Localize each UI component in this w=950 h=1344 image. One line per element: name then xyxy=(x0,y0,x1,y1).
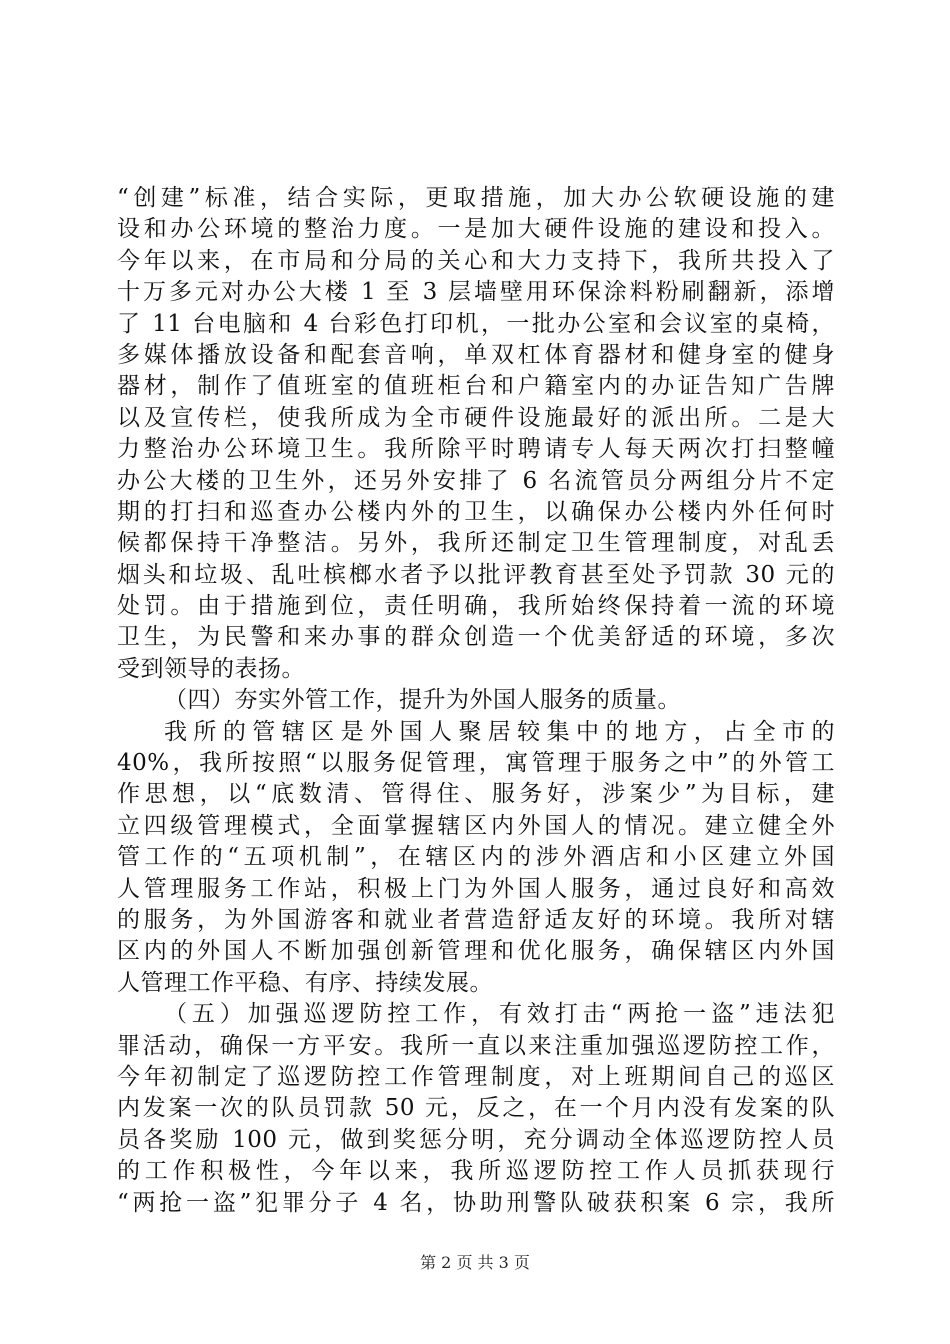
text-line: 处罚。由于措施到位，责任明确，我所始终保持着一流的环境 xyxy=(117,593,835,620)
text-line: 管工作的“五项机制”，在辖区内的涉外酒店和小区建立外国 xyxy=(117,844,835,871)
text-line: 以及宣传栏，使我所成为全市硬件设施最好的派出所。二是大 xyxy=(117,404,835,431)
text-line: 立四级管理模式，全面掌握辖区内外国人的情况。建立健全外 xyxy=(117,812,835,839)
text-line: 我所的管辖区是外国人聚居较集中的地方，占全市的 xyxy=(164,718,835,745)
text-line: “两抢一盗”犯罪分子 4 名，协助刑警队破获积案 6 宗，我所 xyxy=(117,1189,835,1216)
text-line: 候都保持干净整洁。另外，我所还制定卫生管理制度，对乱丢 xyxy=(117,530,835,557)
text-line: 人管理工作平稳、有序、持续发展。 xyxy=(117,969,493,996)
paragraph-patrol xyxy=(117,999,835,1219)
page-number-label: 第 2 页 共 3 页 xyxy=(420,1253,530,1272)
text-line: 期的打扫和巡查办公楼内外的卫生，以确保办公楼内外任何时 xyxy=(117,498,835,525)
text-line: 今年初制定了巡逻防控工作管理制度，对上班期间自己的巡区 xyxy=(117,1063,835,1090)
text-line: 员各奖励 100 元，做到奖惩分明，充分调动全体巡逻防控人员 xyxy=(117,1126,835,1153)
paragraph-foreign-affairs xyxy=(117,717,835,1000)
text-line: （四）夯实外管工作，提升为外国人服务的质量。 xyxy=(164,687,681,714)
document-body xyxy=(117,183,835,1219)
text-line: “创建”标准，结合实际，更取措施，加大办公软硬设施的建 xyxy=(117,185,835,211)
text-line: 罪活动，确保一方平安。我所一直以来注重加强巡逻防控工作， xyxy=(117,1032,835,1059)
text-line: 办公大楼的卫生外，还另外安排了 6 名流管员分两组分片不定 xyxy=(117,467,835,494)
text-line: 设和办公环境的整治力度。一是加大硬件设施的建设和投入。 xyxy=(117,216,835,243)
page-footer xyxy=(0,1253,950,1273)
text-line: 作思想，以“底数清、管得住、服务好，涉案少”为目标，建 xyxy=(117,781,835,808)
text-line: 内发案一次的队员罚款 50 元，反之，在一个月内没有发案的队 xyxy=(117,1095,835,1122)
text-line: 十万多元对办公大楼 1 至 3 层墙壁用环保涂料粉刷翻新，添增 xyxy=(117,279,835,306)
text-line: 的服务，为外国游客和就业者营造舒适友好的环境。我所对辖 xyxy=(117,906,835,933)
section-heading-foreign-affairs xyxy=(117,685,835,716)
text-line: 了 11 台电脑和 4 台彩色打印机，一批办公室和会议室的桌椅， xyxy=(117,310,835,337)
text-line: 烟头和垃圾、乱吐槟榔水者予以批评教育甚至处予罚款 30 元的 xyxy=(117,561,835,588)
text-line: 的工作积极性，今年以来，我所巡逻防控工作人员抓获现行 xyxy=(117,1158,835,1185)
text-line: 卫生，为民警和来办事的群众创造一个优美舒适的环境，多次 xyxy=(117,624,835,651)
text-line: 力整治办公环境卫生。我所除平时聘请专人每天两次打扫整幢 xyxy=(117,436,835,463)
text-line: 今年以来，在市局和分局的关心和大力支持下，我所共投入了 xyxy=(117,247,835,274)
text-line: 40%，我所按照“以服务促管理，寓管理于服务之中”的外管工 xyxy=(117,750,835,777)
text-line: （五）加强巡逻防控工作，有效打击“两抢一盗”违法犯 xyxy=(164,1001,835,1028)
text-line: 受到领导的表扬。 xyxy=(117,655,305,682)
text-line: 多媒体播放设备和配套音响，单双杠体育器材和健身室的健身 xyxy=(117,341,835,368)
text-line: 区内的外国人不断加强创新管理和优化服务，确保辖区内外国 xyxy=(117,938,835,965)
paragraph-facilities xyxy=(117,183,835,685)
text-line: 人管理服务工作站，积极上门为外国人服务，通过良好和高效 xyxy=(117,875,835,902)
text-line: 器材，制作了值班室的值班柜台和户籍室内的办证告知广告牌 xyxy=(117,373,835,400)
